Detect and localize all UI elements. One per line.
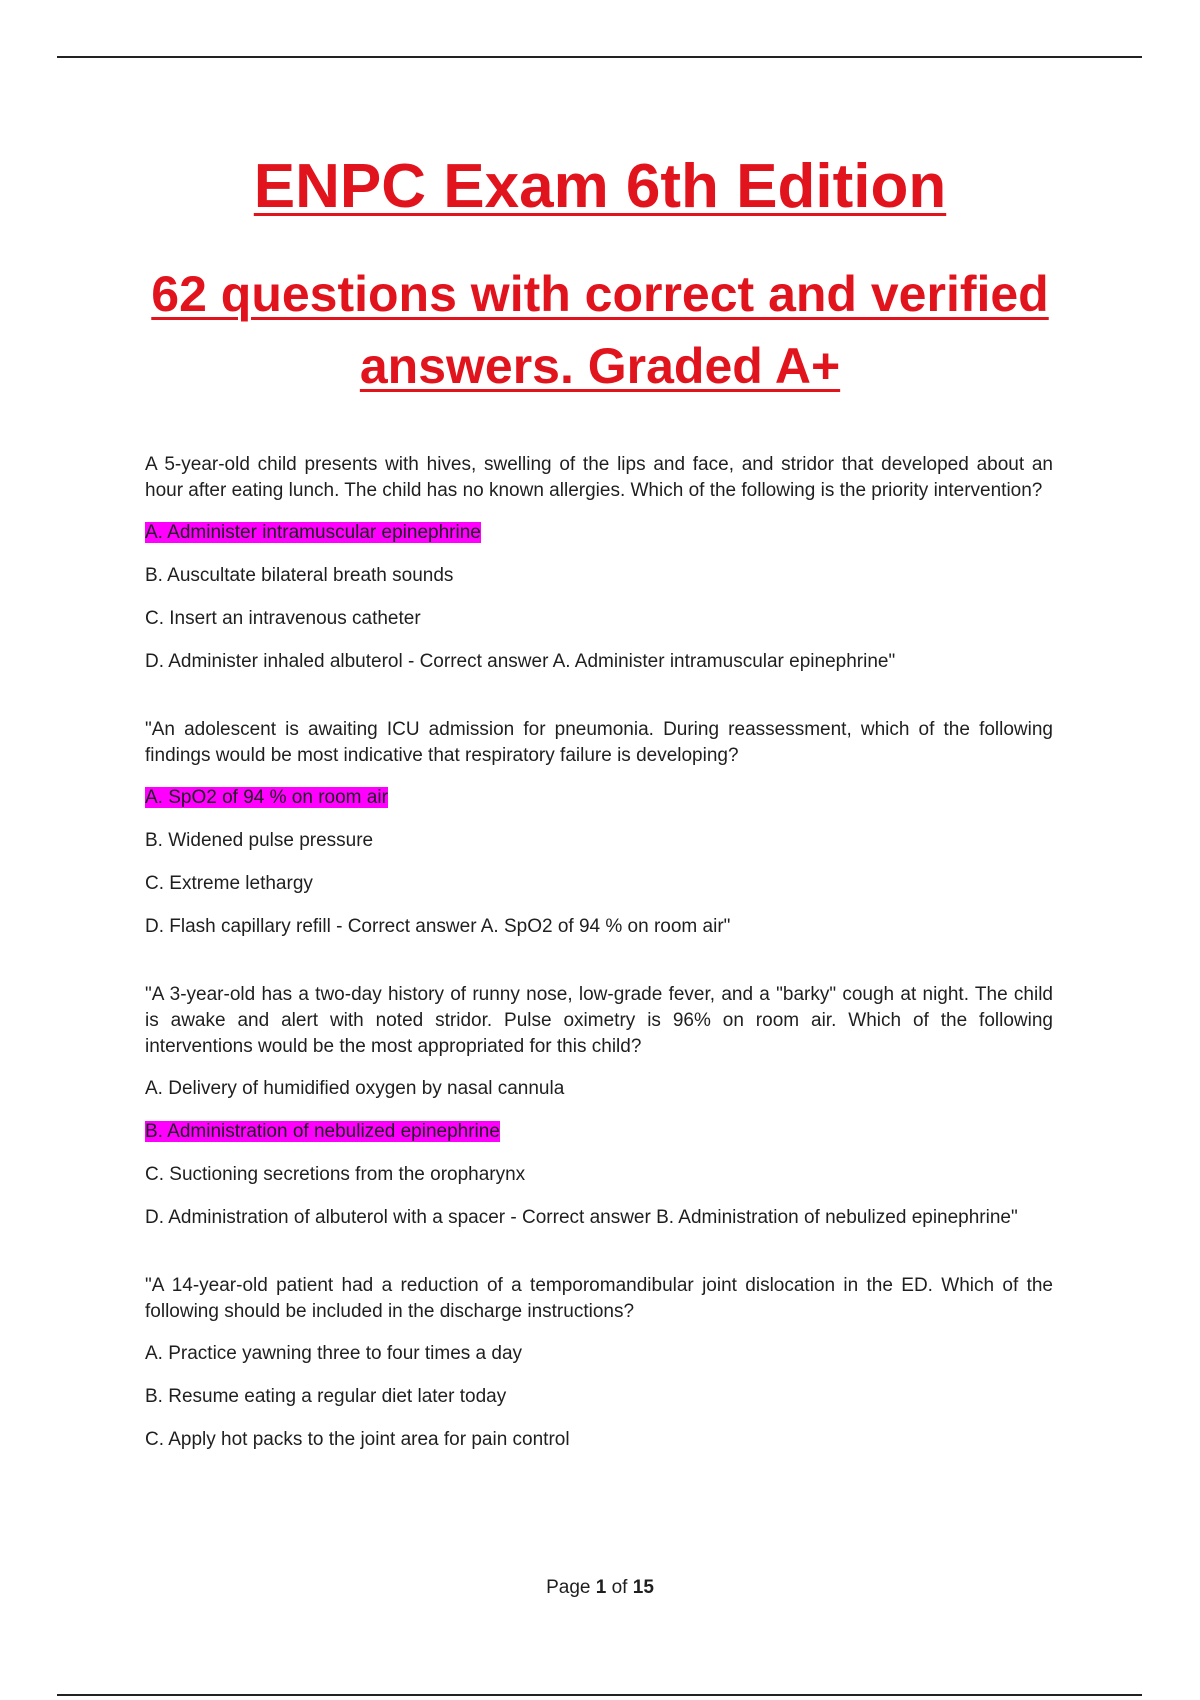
answer-option-label: B. Widened pulse pressure	[145, 830, 374, 851]
answer-option-label: D. Administer inhaled albuterol - Correct answer A. Administer intramuscular epinephrine"	[145, 651, 896, 672]
answer-option	[145, 606, 1053, 632]
header-rule	[57, 56, 1142, 58]
question-block	[145, 717, 1053, 940]
answer-option	[145, 1384, 1053, 1410]
answer-option-label: A. SpO2 of 94 % on room air	[145, 787, 388, 808]
question-text: A 5-year-old child presents with hives, swelling of the lips and face, and stridor that developed about an hour after eating lunch. The child has no known allergies. Which of the following is the priority intervention?	[145, 454, 1053, 501]
total-pages: 15	[632, 1577, 654, 1598]
answer-option	[145, 520, 1053, 546]
answer-option	[145, 649, 1053, 675]
answer-option-label: C. Apply hot packs to the joint area for pain control	[145, 1429, 570, 1450]
question-text: "A 14-year-old patient had a reduction of a temporomandibular joint dislocation in the ED. Which of the following should be included in the discharge instructions?	[145, 1275, 1053, 1322]
answer-option-label: C. Extreme lethargy	[145, 873, 313, 894]
of-word: of	[611, 1577, 628, 1598]
answer-option	[145, 1427, 1053, 1453]
answer-option	[145, 1341, 1053, 1367]
answer-option	[145, 785, 1053, 811]
document-subtitle	[140, 258, 1060, 402]
answer-option-label: D. Administration of albuterol with a spacer - Correct answer B. Administration of nebulized epinephrine"	[145, 1207, 1018, 1228]
answer-option	[145, 1076, 1053, 1102]
footer-rule	[57, 1694, 1142, 1696]
answer-option	[145, 828, 1053, 854]
page-word: Page	[546, 1577, 591, 1598]
answer-option-label: D. Flash capillary refill - Correct answer A. SpO2 of 94 % on room air"	[145, 916, 731, 937]
answer-option-label: B. Resume eating a regular diet later today	[145, 1386, 507, 1407]
answer-option	[145, 563, 1053, 589]
page-number	[0, 1577, 1200, 1599]
answer-option-label: A. Practice yawning three to four times a day	[145, 1343, 523, 1364]
answer-option	[145, 1162, 1053, 1188]
answer-option-label: C. Suctioning secretions from the oropharynx	[145, 1164, 526, 1185]
answer-option-label: B. Administration of nebulized epinephrine	[145, 1121, 500, 1142]
question-block	[145, 452, 1053, 675]
answer-option-label: A. Delivery of humidified oxygen by nasal cannula	[145, 1078, 565, 1099]
question-block	[145, 982, 1053, 1231]
question-block	[145, 1273, 1053, 1453]
question-text: "A 3-year-old has a two-day history of runny nose, low-grade fever, and a "barky" cough at night. The child is awake and alert with noted stridor. Pulse oximetry is 96% on room air. Which of the following interventions would be the most appropriated for this child?	[145, 984, 1053, 1057]
answer-option-label: B. Auscultate bilateral breath sounds	[145, 565, 454, 586]
answer-option	[145, 914, 1053, 940]
answer-option-label: C. Insert an intravenous catheter	[145, 608, 421, 629]
question-list	[145, 452, 1053, 1470]
question-text: "An adolescent is awaiting ICU admission for pneumonia. During reassessment, which of the following findings would be most indicative that respiratory failure is developing?	[145, 719, 1053, 766]
answer-option	[145, 1119, 1053, 1145]
answer-option-label: A. Administer intramuscular epinephrine	[145, 522, 481, 543]
answer-option	[145, 871, 1053, 897]
document-title: ENPC Exam 6th Edition	[253, 152, 947, 221]
answer-option	[145, 1205, 1053, 1231]
document-subtitle-text: 62 questions with correct and verified answers. Graded A+	[151, 266, 1049, 394]
current-page: 1	[595, 1577, 607, 1598]
